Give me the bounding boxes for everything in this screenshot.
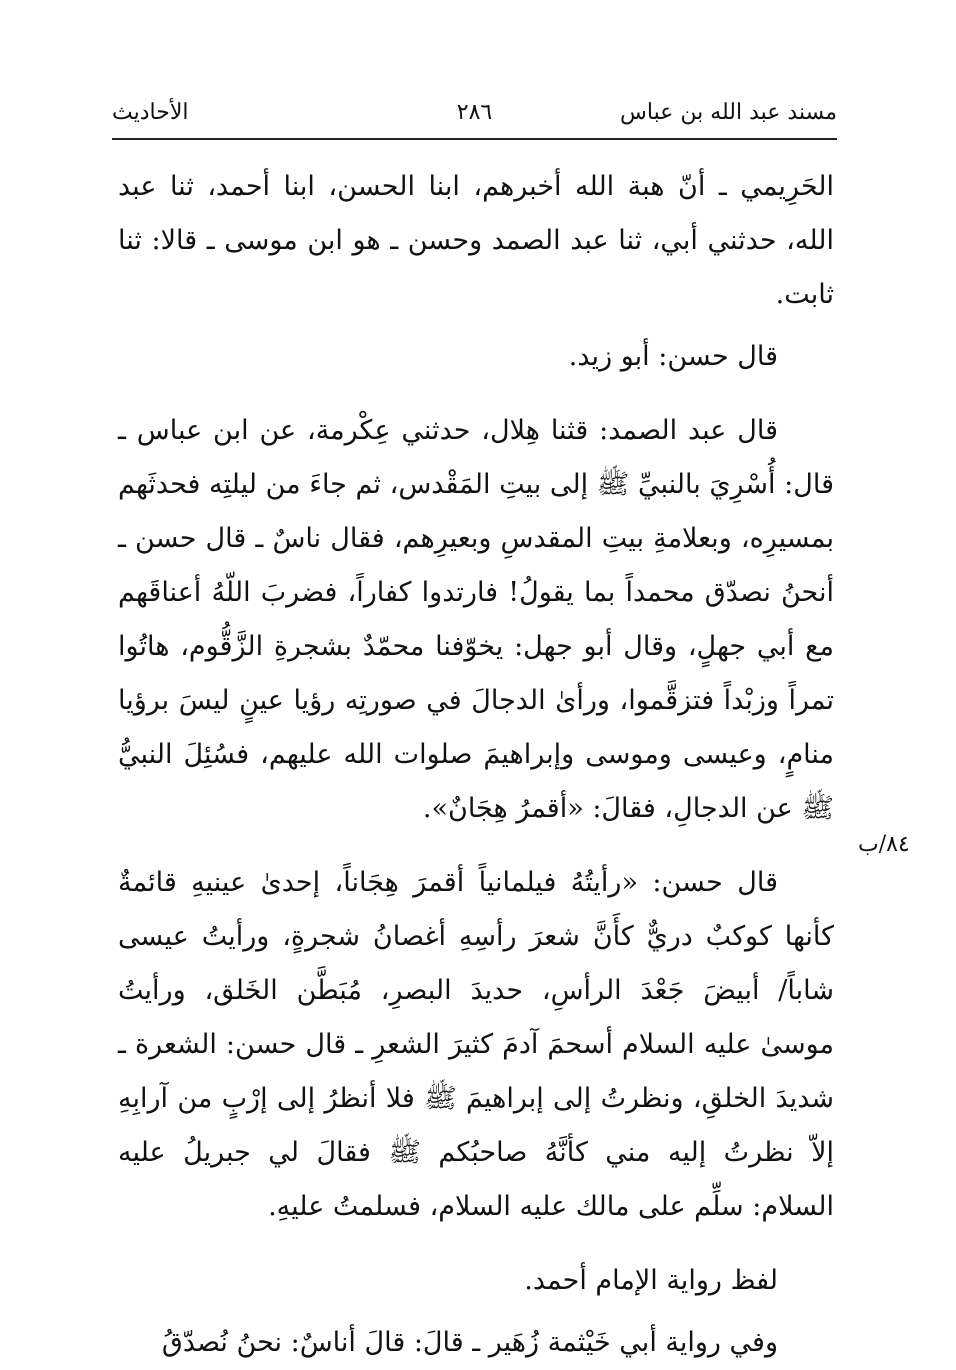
- paragraph-riwaya-note: لفظ رواية الإمام أحمد.: [524, 1265, 778, 1296]
- running-header: [112, 96, 837, 136]
- page-number: ٢٨٦: [456, 100, 493, 125]
- paragraph-hasan-description: قال حسن: «رأيتُهُ فيلمانياً أقمرَ هِجَاناً، إحدىٰ عينيهِ قائمةٌ كأنها كوكبٌ دريٌّ كأَنَّ شعرَ رأسِهِ أغصانُ شجرةٍ، ورأيتُ عيسى شاباً/ أبيضَ جَعْدَ الرأسِ، حديدَ البصرِ، مُبَطَّن الخَلق، ورأيتُ موسىٰ عليه السلام أسحمَ آدمَ كثيرَ الشعرِ ـ قال حسن: الشعرة ـ شديدَ الخلقِ، ونظرتُ إلى إبراهيمَ ﷺ فلا أنظرُ إلى إرْبٍ من آرابِهِ إلاّ نظرتُ إليه مني كأنَّهُ صاحبُكم ﷺ فقالَ لي جبريلُ عليه السلام: سلِّم على مالك عليه السلام، فسلمتُ عليهِ.: [118, 867, 834, 1222]
- paragraph-isnad: الحَرِيمي ـ أنّ هبة الله أخبرهم، ابنا الحسن، ابنا أحمد، ثنا عبد الله، حدثني أبي، ثنا عبد الصمد وحسن ـ هو ابن موسى ـ قالا: ثنا ثابت.: [118, 171, 834, 310]
- body-text: [118, 160, 834, 1370]
- manuscript-folio-note: ٨٤/ب: [858, 832, 910, 857]
- section-title: الأحاديث: [112, 100, 189, 125]
- header-divider: [112, 138, 837, 140]
- paragraph-abu-khaythama: وفي رواية أبي خَيْثمة زُهَير ـ قالَ: قالَ أناسٌ: نحنُ نُصدّقُ: [161, 1327, 778, 1358]
- paragraph-hasan-note: قال حسن: أبو زيد.: [568, 341, 778, 372]
- book-title: مسند عبد الله بن عباس: [620, 100, 837, 125]
- paragraph-isra-hadith: قال عبد الصمد: قثنا هِلال، حدثني عِكْرمة، عن ابن عباس ـ قال: أُسْرِيَ بالنبيِّ ﷺ إلى بيتِ المَقْدس، ثم جاءَ من ليلتِه فحدثَهم بمسيرِه، وبعلامةِ بيتِ المقدسِ وبعيرِهم، فقال ناسٌ ـ قال حسن ـ أنحنُ نصدّق محمداً بما يقولُ! فارتدوا كفاراً، فضربَ اللّهُ أعناقَهم مع أبي جهلٍ، وقال أبو جهل: يخوّفنا محمّدٌ بشجرةِ الزَّقُّوم، هاتُوا تمراً وزبْداً فتزقَّموا، ورأىٰ الدجالَ في صورتِه رؤيا عينٍ ليسَ برؤيا منامٍ، وعيسى وموسى وإبراهيمَ صلوات الله عليهم، فسُئِلَ النبيُّ ﷺ عن الدجالِ، فقالَ: «أقمرُ هِجَانٌ».: [118, 415, 834, 824]
